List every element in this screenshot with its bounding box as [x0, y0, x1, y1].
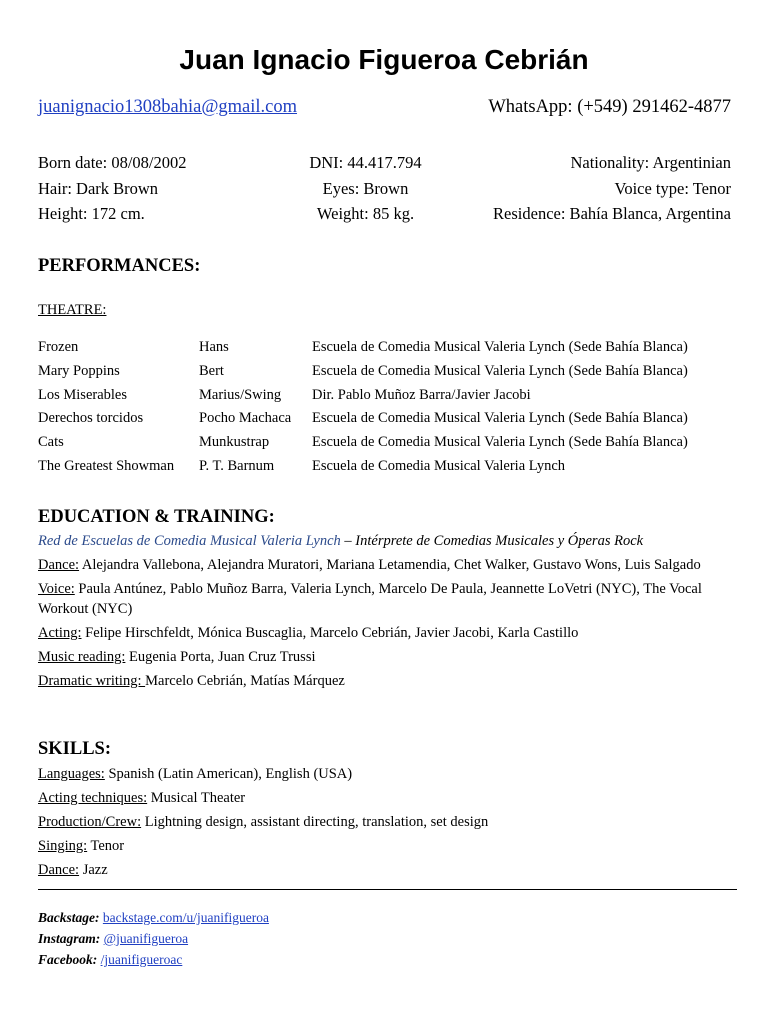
show-venue: Escuela de Comedia Musical Valeria Lynch (Sede Bahía Blanca)	[312, 434, 688, 451]
show-venue: Escuela de Comedia Musical Valeria Lynch (Sede Bahía Blanca)	[312, 410, 688, 427]
social-label: Facebook:	[38, 952, 98, 967]
skill-label: Production/Crew:	[38, 814, 142, 830]
program-description: – Intérprete de Comedias Musicales y Óperas Rock	[340, 533, 644, 549]
show-title: Derechos torcidos	[38, 410, 144, 427]
skill-item	[38, 860, 733, 880]
social-item-instagram	[38, 928, 269, 949]
performance-row	[38, 336, 738, 360]
show-role: Marius/Swing	[199, 386, 282, 403]
performance-row	[38, 360, 738, 384]
training-label: Music reading:	[38, 649, 126, 665]
training-label: Voice:	[38, 581, 75, 597]
show-role: P. T. Barnum	[199, 457, 275, 474]
skills-heading: SKILLS:	[38, 739, 112, 759]
skill-value: Spanish (Latin American), English (USA)	[104, 766, 353, 782]
show-venue: Dir. Pablo Muñoz Barra/Javier Jacobi	[312, 386, 531, 403]
facts-row	[38, 176, 731, 202]
facts-row	[38, 201, 731, 227]
contact-line	[38, 94, 731, 120]
training-label: Dramatic writing:	[38, 673, 146, 689]
performances-table	[38, 336, 738, 479]
training-item	[38, 623, 733, 643]
dni: DNI: 44.417.794	[309, 153, 422, 172]
training-value: Felipe Hirschfeldt, Mónica Buscaglia, Marcelo Cebrián, Javier Jacobi, Karla Castillo	[81, 625, 579, 641]
training-value: Alejandra Vallebona, Alejandra Muratori, Mariana Letamendia, Chet Walker, Gustavo Wons, Luis Salgado	[79, 557, 701, 573]
height: Height: 172 cm.	[38, 204, 145, 223]
voice-type: Voice type: Tenor	[614, 178, 731, 198]
show-title: Los Miserables	[38, 386, 127, 403]
skill-item	[38, 788, 733, 808]
backstage-link[interactable]: backstage.com/u/juanifigueroa	[102, 910, 269, 925]
training-value: Marcelo Cebrián, Matías Márquez	[145, 673, 345, 689]
show-venue: Escuela de Comedia Musical Valeria Lynch (Sede Bahía Blanca)	[312, 339, 688, 355]
candidate-name: Juan Ignacio Figueroa Cebrián	[179, 44, 589, 75]
performance-row	[38, 384, 738, 408]
performance-row	[38, 431, 738, 455]
training-label: Dance:	[38, 557, 80, 573]
show-role: Munkustrap	[199, 434, 270, 451]
weight: Weight: 85 kg.	[316, 204, 415, 223]
section-divider	[38, 889, 737, 890]
facebook-link[interactable]: /juanifigueroac	[100, 952, 183, 967]
show-venue: Escuela de Comedia Musical Valeria Lynch	[312, 457, 565, 474]
training-label: Acting:	[38, 625, 82, 641]
social-item-facebook	[38, 949, 269, 970]
show-role: Hans	[199, 339, 229, 355]
skill-value: Tenor	[87, 838, 125, 854]
social-item-backstage	[38, 907, 269, 928]
hair: Hair: Dark Brown	[38, 178, 159, 198]
skill-item	[38, 836, 733, 856]
show-title: Cats	[38, 434, 64, 451]
skill-item	[38, 812, 733, 832]
training-value: Paula Antúnez, Pablo Muñoz Barra, Valeria Lynch, Marcelo De Paula, Jeannette LoVetri (NYC), The Vocal Workout (NYC)	[38, 581, 702, 617]
skill-label: Singing:	[38, 838, 88, 854]
training-item	[38, 555, 733, 575]
skill-label: Acting techniques:	[38, 790, 148, 806]
skill-value: Musical Theater	[147, 790, 246, 806]
education-heading: EDUCATION & TRAINING:	[38, 507, 275, 527]
training-item	[38, 671, 733, 691]
eyes: Eyes: Brown	[322, 178, 409, 198]
performances-heading: PERFORMANCES:	[38, 256, 201, 276]
show-title: The Greatest Showman	[38, 457, 175, 474]
show-role: Bert	[199, 362, 224, 379]
training-item	[38, 579, 733, 619]
education-program	[38, 531, 733, 551]
social-label: Instagram:	[38, 931, 101, 946]
show-title: Mary Poppins	[38, 362, 120, 379]
performance-row	[38, 407, 738, 431]
program-name: Red de Escuelas de Comedia Musical Valeria Lynch	[38, 533, 341, 549]
social-links	[38, 907, 269, 970]
show-venue: Escuela de Comedia Musical Valeria Lynch (Sede Bahía Blanca)	[312, 362, 688, 379]
social-label: Backstage:	[38, 910, 100, 925]
skill-value: Lightning design, assistant directing, translation, set design	[141, 814, 489, 830]
instagram-link[interactable]: @juanifigueroa	[103, 931, 189, 946]
skill-item	[38, 764, 733, 784]
skill-label: Dance:	[38, 862, 80, 878]
nationality: Nationality: Argentinian	[570, 153, 731, 172]
facts-row	[38, 150, 731, 176]
residence: Residence: Bahía Blanca, Argentina	[493, 204, 731, 223]
show-title: Frozen	[38, 339, 79, 355]
education-section	[38, 531, 733, 695]
whatsapp-number: WhatsApp: (+549) 291462-4877	[488, 97, 731, 117]
born-date: Born date: 08/08/2002	[38, 153, 187, 172]
email-link[interactable]: juanignacio1308bahia@gmail.com	[38, 97, 298, 117]
personal-facts	[38, 150, 731, 227]
skill-value: Jazz	[79, 862, 108, 878]
training-value: Eugenia Porta, Juan Cruz Trussi	[125, 649, 316, 665]
theatre-subheading: THEATRE:	[38, 302, 107, 318]
skill-label: Languages:	[38, 766, 105, 782]
skills-section	[38, 764, 733, 884]
performance-row	[38, 455, 738, 479]
training-item	[38, 647, 733, 667]
show-role: Pocho Machaca	[199, 410, 292, 427]
